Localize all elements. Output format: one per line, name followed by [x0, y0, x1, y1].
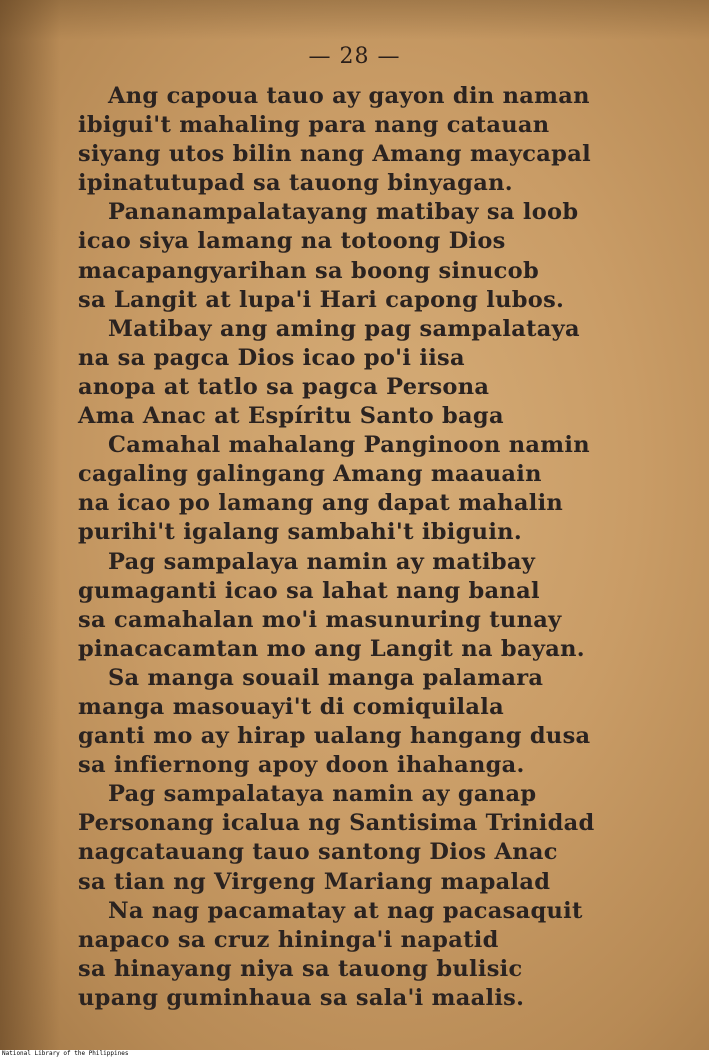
text-line: nagcatauang tauo santong Dios Anac	[78, 839, 558, 866]
text-line: manga masouayi't di comiquilala	[78, 693, 504, 720]
text-line: pinacacamtan mo ang Langit na bayan.	[78, 635, 585, 662]
text-line: upang guminhaua sa sala'i maalis.	[78, 984, 525, 1011]
text-line: Na nag pacamatay at nag pacasaquit	[108, 897, 583, 924]
text-line: sa infiernong apoy doon ihahanga.	[78, 752, 525, 779]
text-line: ipinatutupad sa tauong binyagan.	[78, 170, 513, 197]
text-line: napaco sa cruz hininga'i napatid	[78, 926, 499, 953]
text-line: Camahal mahalang Panginoon namin	[108, 432, 590, 459]
text-line: sa camahalan mo'i masunuring tunay	[78, 606, 562, 633]
text-line: gumaganti icao sa lahat nang banal	[78, 577, 540, 604]
text-line: cagaling galingang Amang maauain	[78, 461, 542, 488]
text-line: siyang utos bilin nang Amang maycapal	[78, 141, 591, 168]
text-line: sa tian ng Virgeng Mariang mapalad	[78, 868, 551, 895]
text-line: Ang capoua tauo ay gayon din naman	[108, 83, 590, 109]
text-line: Pananampalatayang matibay sa loob	[108, 199, 579, 226]
text-line: ibigui't mahaling para nang catauan	[78, 112, 550, 139]
text-line: ganti mo ay hirap ualang hangang dusa	[78, 723, 591, 750]
text-line: Matibay ang aming pag sampalataya	[108, 315, 580, 342]
text-line: icao siya lamang na totoong Dios	[78, 228, 506, 255]
footer-strip	[0, 1050, 709, 1058]
text-line: Personang icalua ng Santisima Trinidad	[78, 810, 595, 837]
poem-text	[78, 82, 638, 1013]
text-line: Pag sampalataya namin ay ganap	[108, 781, 537, 808]
text-line: sa hinayang niya sa tauong bulisic	[78, 955, 523, 982]
text-line: Ama Anac at Espíritu Santo baga	[78, 403, 504, 430]
text-line: Sa manga souail manga palamara	[108, 664, 544, 691]
text-line: na icao po lamang ang dapat mahalin	[78, 490, 564, 517]
footer-credit: National Library of the Philippines	[2, 1050, 129, 1057]
text-line: sa Langit at lupa'i Hari capong lubos.	[78, 286, 565, 313]
text-line: anopa at tatlo sa pagca Persona	[78, 373, 490, 400]
text-line: na sa pagca Dios icao po'i iisa	[78, 344, 465, 371]
text-line: Pag sampalaya namin ay matibay	[108, 548, 536, 575]
text-line: purihi't igalang sambahi't ibiguin.	[78, 519, 522, 546]
page-number: — 28 —	[308, 44, 401, 69]
text-line: macapangyarihan sa boong sinucob	[78, 257, 539, 284]
